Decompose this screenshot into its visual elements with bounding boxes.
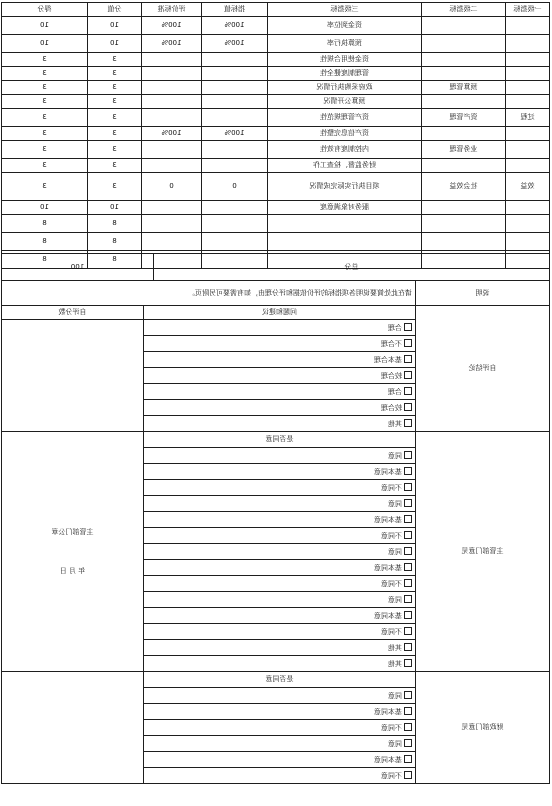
checkbox-icon[interactable] [404,723,412,731]
score-table-cell [422,67,506,81]
dept-option[interactable]: 不同意 [144,624,416,640]
score-table-row [2,35,550,53]
score-table-cell: 0 [202,173,268,201]
score-table-cell: 资产信息完整性 [268,127,422,141]
checkbox-icon[interactable] [404,483,412,491]
self-eval-header-right: 自评分数 [2,306,144,320]
score-table-cell [142,67,202,81]
score-table-cell: 财务监督、检查工作 [268,159,422,173]
checkbox-icon[interactable] [404,515,412,523]
score-table-cell [506,67,550,81]
checkbox-icon[interactable] [404,531,412,539]
total-label: 总分 [154,254,550,281]
score-table-header-cell: 三级指标 [268,3,422,17]
score-table-cell: 8 [2,251,88,269]
dept-option[interactable]: 不同意 [144,576,416,592]
score-table-cell: 3 [88,141,142,159]
score-table-cell: 10 [88,35,142,53]
score-table-cell [422,95,506,109]
score-table-row [2,17,550,35]
dept-option[interactable]: 基本同意 [144,608,416,624]
score-table-cell [142,141,202,159]
dept-date: 年 月 日 [59,566,86,575]
score-table-cell [506,35,550,53]
score-table-row [2,67,550,81]
score-table-cell: 100% [142,17,202,35]
score-table-cell: 效益 [506,173,550,201]
score-table-row [2,95,550,109]
checkbox-icon[interactable] [404,467,412,475]
score-table-cell: 100% [202,127,268,141]
score-table-cell: 3 [2,159,88,173]
finance-option[interactable]: 同意 [144,688,416,704]
checkbox-icon[interactable] [404,595,412,603]
score-table-cell: 100% [202,17,268,35]
finance-option[interactable]: 基本同意 [144,752,416,768]
score-table-header-cell: 二级指标 [422,3,506,17]
score-table-cell: 10 [2,201,88,215]
score-table-cell: 项目执行实际完成情况 [268,173,422,201]
score-table-cell [422,201,506,215]
score-table-row [2,109,550,127]
self-option-4[interactable]: 较合理 [144,368,416,384]
score-table-cell [202,81,268,95]
checkbox-icon[interactable] [404,387,412,395]
checkbox-icon[interactable] [404,755,412,763]
finance-option[interactable]: 基本同意 [144,704,416,720]
finance-sign-cell[interactable] [2,672,144,784]
score-table-cell [202,109,268,127]
score-table-cell [268,215,422,233]
score-table-cell: 服务对象满意度 [268,201,422,215]
score-table-cell [506,201,550,215]
dept-option[interactable]: 同意 [144,448,416,464]
dept-seal-label: 主管部门公章 [51,528,94,537]
score-table-cell [506,53,550,67]
score-table-cell: 资产管理规范性 [268,109,422,127]
checkbox-icon[interactable] [404,643,412,651]
score-table-cell: 10 [2,17,88,35]
score-table-row [2,141,550,159]
score-table-row [2,159,550,173]
self-option-6[interactable]: 较合理 [144,400,416,416]
score-table-cell [268,233,422,251]
score-table-cell: 过程 [506,109,550,127]
self-eval-header-left: 问题和建议 [144,306,416,320]
score-table [1,2,550,269]
finance-option[interactable]: 同意 [144,736,416,752]
score-table-cell: 3 [2,173,88,201]
score-table-cell [142,201,202,215]
score-table-row [2,233,550,251]
score-table-row [2,215,550,233]
self-option-7[interactable]: 其他 [144,416,416,432]
score-table-cell [422,17,506,35]
score-table-cell: 资产管理 [422,109,506,127]
self-option-5[interactable]: 合理 [144,384,416,400]
score-table-cell [142,53,202,67]
score-table-cell [506,95,550,109]
notes-text: 请在此处简要说明各项指标的评价依据和评分理由，如有需要可另附页。 [2,281,416,306]
score-table-cell: 管理制度健全性 [268,67,422,81]
checkbox-icon[interactable] [404,355,412,363]
score-table-cell [202,159,268,173]
total-table [1,253,550,281]
score-table-cell [506,233,550,251]
dept-option[interactable]: 其他 [144,640,416,656]
checkbox-icon[interactable] [404,691,412,699]
finance-title: 是否同意 [144,672,416,688]
score-table-cell: 资金使用合规性 [268,53,422,67]
checkbox-icon[interactable] [404,579,412,587]
score-table-cell: 8 [88,251,142,269]
checkbox-icon[interactable] [404,371,412,379]
dept-option[interactable]: 同意 [144,496,416,512]
score-table-row [2,53,550,67]
score-table-cell: 8 [2,215,88,233]
self-option-2[interactable]: 不合理 [144,336,416,352]
checkbox-icon[interactable] [404,739,412,747]
score-table-cell [506,215,550,233]
dept-option[interactable]: 基本同意 [144,560,416,576]
score-table-cell [506,159,550,173]
opinion-table [1,305,550,784]
score-table-cell: 3 [88,173,142,201]
score-table-cell [142,215,202,233]
dept-option[interactable]: 不同意 [144,480,416,496]
score-table-cell: 10 [2,35,88,53]
score-table-cell: 内控制度有效性 [268,141,422,159]
score-table-cell: 3 [88,81,142,95]
checkbox-icon[interactable] [404,419,412,427]
score-table-cell: 3 [88,127,142,141]
checkbox-icon[interactable] [404,627,412,635]
score-table-cell: 10 [88,17,142,35]
score-table-header-cell: 得分 [2,3,88,17]
score-table-cell [202,95,268,109]
checkbox-icon[interactable] [404,659,412,667]
score-table-cell: 3 [2,127,88,141]
checkbox-icon[interactable] [404,611,412,619]
score-table-cell [142,81,202,95]
notes-label: 说明 [416,281,550,306]
score-table-cell: 100% [142,127,202,141]
finance-option[interactable]: 不同意 [144,720,416,736]
score-table-cell: 3 [2,67,88,81]
score-table-row [2,81,550,95]
score-table-header-cell: 指标值 [202,3,268,17]
score-table-cell [202,215,268,233]
score-table-cell [202,67,268,81]
score-table-cell [202,233,268,251]
score-table-header-cell: 一级指标 [506,3,550,17]
checkbox-icon[interactable] [404,547,412,555]
score-table-cell [422,215,506,233]
self-score-cell[interactable] [2,320,144,432]
score-table-cell: 100% [142,35,202,53]
score-table-header-cell: 分值 [88,3,142,17]
score-table-cell: 预算公开情况 [268,95,422,109]
score-table-cell [202,141,268,159]
dept-option[interactable]: 不同意 [144,528,416,544]
total-value: 100 [2,254,154,281]
score-table-cell: 资金到位率 [268,17,422,35]
score-table-cell: 政府采购执行情况 [268,81,422,95]
self-option-3[interactable]: 基本合理 [144,352,416,368]
score-table-cell [422,35,506,53]
score-table-cell: 8 [2,233,88,251]
score-table-cell [142,95,202,109]
score-table-cell: 社会效益 [422,173,506,201]
score-table-cell [506,127,550,141]
score-table-cell: 3 [88,67,142,81]
dept-option[interactable]: 基本同意 [144,512,416,528]
score-table-row [2,127,550,141]
score-table-cell: 3 [2,109,88,127]
notes-table [1,280,550,306]
score-table-cell: 8 [88,233,142,251]
score-table-row [2,201,550,215]
dept-option[interactable]: 基本同意 [144,464,416,480]
score-table-cell: 预算执行率 [268,35,422,53]
score-table-cell: 预算管理 [422,81,506,95]
dept-option[interactable]: 同意 [144,544,416,560]
dept-opinion-label: 主管部门意见 [416,432,550,672]
checkbox-icon[interactable] [404,403,412,411]
score-table-cell [506,81,550,95]
score-table-header-cell: 评价标准 [142,3,202,17]
score-table-cell: 3 [2,53,88,67]
self-eval-label: 自评结论 [416,306,550,432]
score-table-header-row [2,3,550,17]
score-table-cell: 3 [2,141,88,159]
dept-sign-cell[interactable] [2,432,144,672]
score-table-cell: 0 [142,173,202,201]
score-table-cell: 3 [2,81,88,95]
finance-opinion-label: 财政部门意见 [416,672,550,784]
score-table-cell: 3 [88,159,142,173]
score-table-cell: 3 [88,95,142,109]
score-table-cell [422,53,506,67]
checkbox-icon[interactable] [404,771,412,779]
checkbox-icon[interactable] [404,563,412,571]
score-table-cell: 3 [88,53,142,67]
score-table-cell [142,159,202,173]
finance-option[interactable]: 不同意 [144,768,416,784]
score-table-row [2,173,550,201]
dept-option[interactable]: 同意 [144,592,416,608]
score-table-cell [422,127,506,141]
self-option-1[interactable]: 合理 [144,320,416,336]
dept-title: 是否同意 [144,432,416,448]
score-table-cell: 3 [2,95,88,109]
checkbox-icon[interactable] [404,323,412,331]
score-table-cell [506,17,550,35]
checkbox-icon[interactable] [404,707,412,715]
score-table-cell: 10 [88,201,142,215]
score-table-cell: 8 [88,215,142,233]
score-table-cell [506,141,550,159]
score-table-cell: 3 [88,109,142,127]
score-table-cell: 100% [202,35,268,53]
score-table-cell: 业务管理 [422,141,506,159]
checkbox-icon[interactable] [404,339,412,347]
score-table-cell [202,53,268,67]
score-table-cell [422,233,506,251]
score-table-cell [142,109,202,127]
checkbox-icon[interactable] [404,499,412,507]
score-table-cell [142,233,202,251]
dept-option[interactable]: 其他 [144,656,416,672]
score-table-cell [202,201,268,215]
checkbox-icon[interactable] [404,451,412,459]
score-table-cell [422,159,506,173]
